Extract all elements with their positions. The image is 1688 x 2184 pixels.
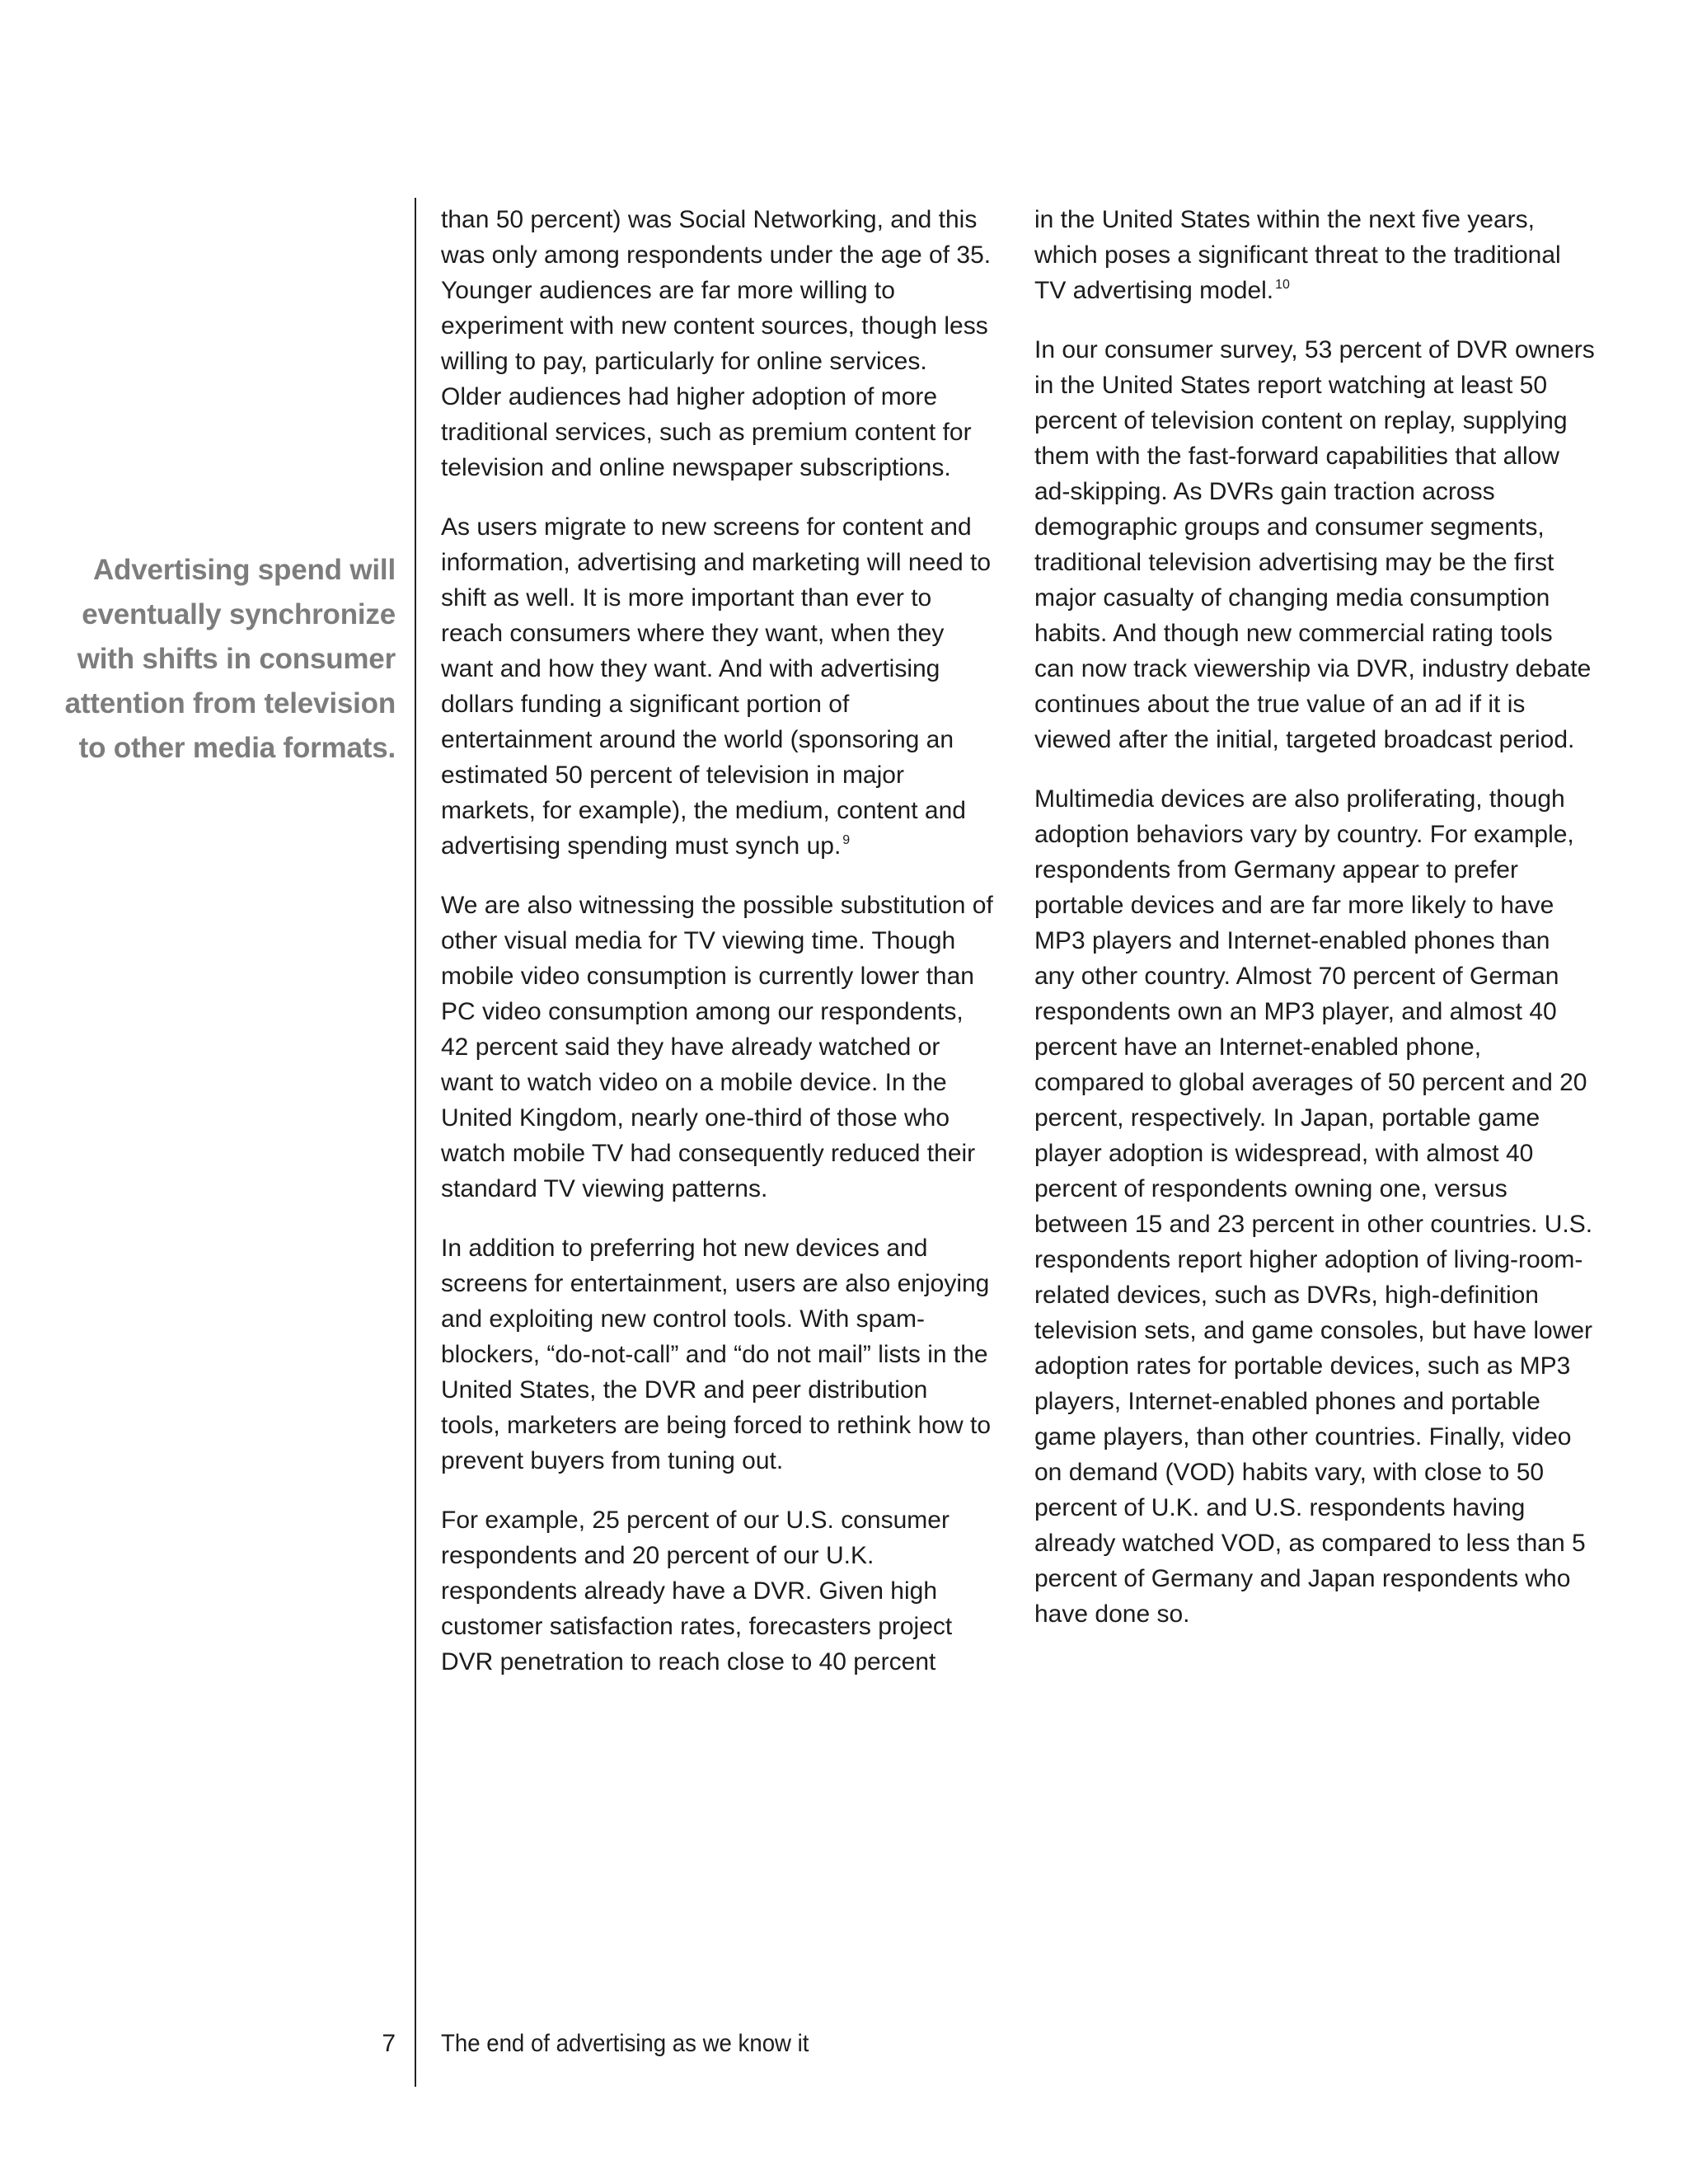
footnote-ref[interactable]: 10 (1275, 278, 1290, 292)
paragraph: Multimedia devices are also proliferating, though adoption behaviors vary by country. For example, respondents from Germany appear to prefer portable devices and are far more likely to have MP3 players and Internet-enabled phones than any other country. Almost 70 percent of German respondents own an MP3 player, and almost 40 percent have an Internet-enabled phone, compared to global averages of 50 percent and 20 percent, respectively. In Japan, portable game player adoption is widespread, with almost 40 percent of respondents owning one, versus between 15 and 23 percent in other countries. U.S. respondents report higher adoption of living-room-related devices, such as DVRs, high-definition television sets, and game consoles, but have lower adoption rates for portable devices, such as MP3 players, Internet-enabled phones and portable game players, than other countries. Finally, video on demand (VOD) habits vary, with close to 50 percent of U.K. and U.S. respondents having already watched VOD, as compared to less than 5 percent of Germany and Japan respondents who have done so. (1034, 785, 1593, 1628)
paragraph: For example, 25 percent of our U.S. consumer respondents and 20 percent of our U.K. respondents already have a DVR. Given high customer satisfaction rates, forecasters project DVR penetration to reach close to 40 percent (441, 1507, 953, 1675)
body-column-right (1034, 202, 1595, 1656)
paragraph (441, 509, 993, 864)
page-number: 7 (382, 2030, 396, 2057)
paragraph: than 50 percent) was Social Networking, and this was only among respondents under the age of 35. Younger audiences are far more willing to experiment with new content sources, though less willing to pay, particularly for online services. Older audiences had higher adoption of more traditional services, such as premium content for television and online newspaper subscriptions. (441, 206, 992, 481)
vertical-divider (415, 198, 416, 2087)
footnote-ref[interactable]: 9 (842, 833, 851, 847)
body-column-left (441, 202, 993, 1704)
paragraph: We are also witnessing the possible substitution of other visual media for TV viewing time. Though mobile video consumption is currently lower than PC video consumption among our respondents, 42 percent said they have already watched or want to watch video on a mobile device. In the United Kingdom, nearly one-third of those who watch mobile TV had consequently reduced their standard TV viewing patterns. (441, 892, 993, 1202)
paragraph: In our consumer survey, 53 percent of DVR owners in the United States report watching at least 50 percent of television content on replay, supplying them with the fast-forward capabilities that allow ad-skipping. As DVRs gain traction across demographic groups and consumer segments, traditional television advertising may be the first major casualty of changing media consumption habits. And though new commercial rating tools can now track viewership via DVR, industry debate continues about the true value of an ad if it is viewed after the initial, targeted broadcast period. (1034, 336, 1595, 753)
paragraph (1034, 202, 1595, 308)
running-footer-title: The end of advertising as we know it (441, 2030, 809, 2057)
paragraph-text: in the United States within the next five years, which poses a significant threat to the traditional TV advertising model. (1034, 206, 1561, 304)
paragraph-text: As users migrate to new screens for content and information, advertising and marketing will need to shift as well. It is more important than ever to reach consumers where they want, when they want and how they want. And with advertising dollars funding a significant portion of entertainment around the world (sponsoring an estimated 50 percent of television in major markets, for example), the medium, content and advertising spending must synch up. (441, 513, 992, 860)
pull-quote: Advertising spend will eventually synchronize with shifts in consumer attention from television to other media formats. (64, 554, 396, 764)
paragraph: In addition to preferring hot new devices and screens for entertainment, users are also enjoying and exploiting new control tools. With spam-blockers, “do-not-call” and “do not mail” lists in the United States, the DVR and peer distribution tools, marketers are being forced to rethink how to prevent buyers from tuning out. (441, 1235, 992, 1474)
